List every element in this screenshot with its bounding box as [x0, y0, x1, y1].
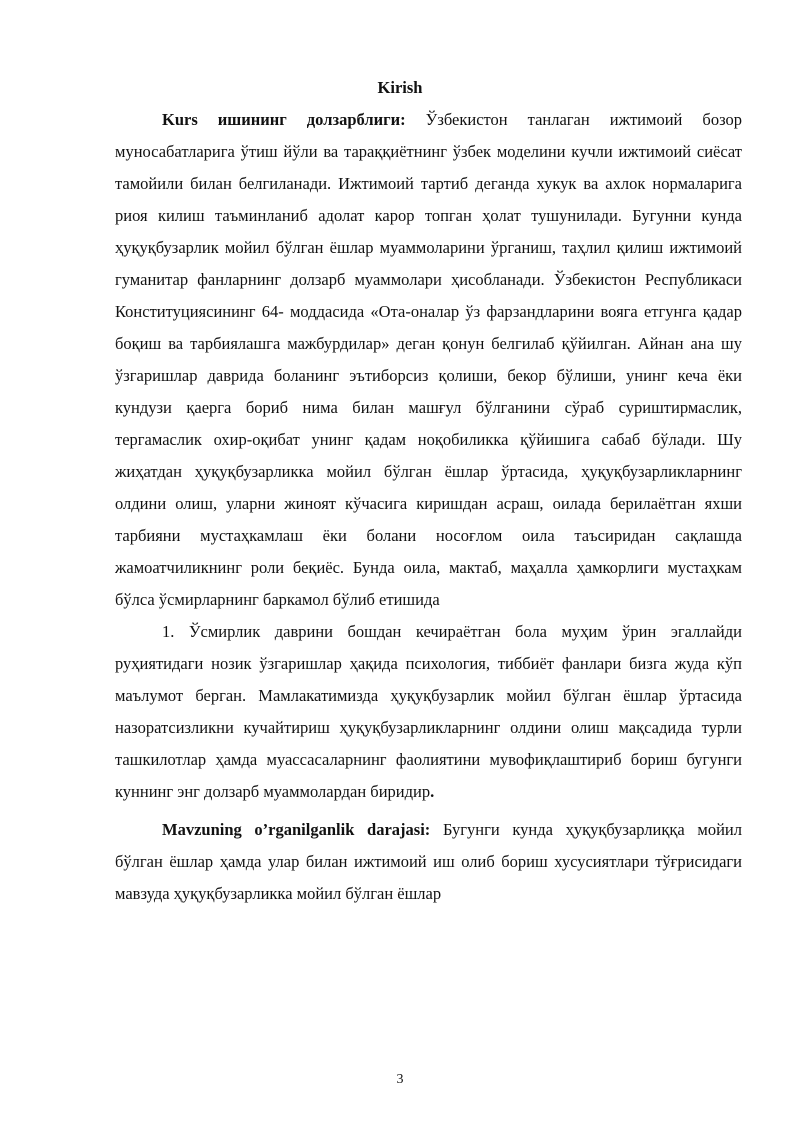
relevance-text: Ўзбекистон танлаган ижтимоий бозор муносабатларига ўтиш йўли ва тараққиётнинг ўзбек моделини кучли ижтимоий сиёсат тамойили билан белгиланади. Ижтимоий тартиб деганда хукук ва ахлок нормаларига риоя килиш таъминланиб адолат карор топган ҳолат тушунилади. Бугунни кунда ҳуқуқбузарлик мойил бўлган ёшлар муаммоларини ўрганиш, таҳлил қилиш ижтимоий гуманитар фанларнинг долзарб муаммолари ҳисобланади. Ўзбекистон Республикаси Конституциясининг 64- моддасида «Ота-оналар ўз фарзандларини вояга етгунга қадар боқиш ва тарбиялашга мажбурдилар» деган қонун белгилаб қўйилган. Айнан ана шу ўзгаришлар даврида боланинг эътиборсиз қолиши, бекор бўлиши, унинг кеча ёки кундузи қаерга бориб нима билан машғул бўлганини сўраб суриштирмаслик, тергамаслик охир-оқибат унинг қадам ноқобиликка қўйишига сабаб бўлади. Шу жиҳатдан ҳуқуқбузарликка мойил бўлган ёшлар ўртасида, ҳуқуқбузарликларнинг олдини олиш, уларни жиноят кўчасига киришдан асраш, оилада берилаётган яхши тарбияни мустаҳкамлаш ёки болани носоғлом оила таъсиридан сақлашда жамоатчиликнинг роли беқиёс. Бунда оила, мактаб, маҳалла ҳамкорлиги мустаҳкам бўлса ўсмирларнинг баркамол бўлиб етишида: [115, 110, 742, 609]
numbered-item-text: 1. Ўсмирлик даврини бошдан кечираётган бола муҳим ўрин эгаллайди руҳиятидаги нозик ўзгаришлар ҳақида психология, тиббиёт фанлари бизга жуда кўп маълумот берган. Мамлакатимизда ҳуқуқбузарлик мойил бўлган ёшлар ўртасида назоратсизликни кучайтириш ҳуқуқбузарликларнинг олдини олиш мақсадида турли ташкилотлар ҳамда муассасаларнинг фаолиятини мувофиқлаштириб бориш бугунги куннинг энг долзарб муаммолардан биридир: [115, 622, 742, 801]
study-level-heading: Mavzuning o’rganilganlik darajasi:: [162, 820, 431, 839]
page-number: 3: [396, 1072, 404, 1087]
section-title: Kirish: [377, 78, 423, 97]
study-level-text: Бугунги кунда ҳуқуқбузарлиққа мойил бўлган ёшлар ҳамда улар билан ижтимоий иш олиб бориш хусусиятлари тўғрисидаги мавзуда ҳуқуқбузарликка мойил бўлган ёшлар: [115, 820, 742, 903]
paragraph-study-level: [115, 814, 742, 910]
body-text: [115, 104, 742, 910]
relevance-heading: Kurs ишининг долзарблиги:: [162, 110, 406, 129]
paragraph-relevance: [115, 104, 742, 616]
numbered-item-end: .: [430, 782, 435, 801]
paragraph-numbered-item: [115, 616, 742, 808]
